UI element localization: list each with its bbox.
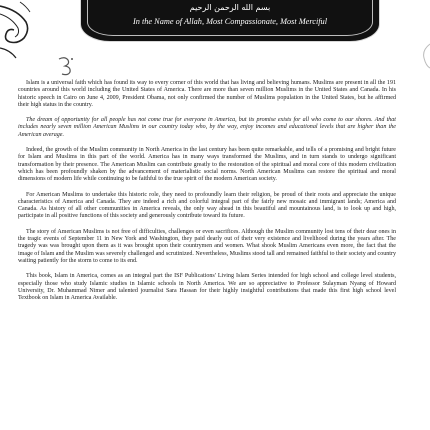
paragraph-growth: Indeed, the growth of the Muslim community in North America in the last century has been quite remarkable, and tells of a promising and bright future for Islam and Muslims in this part of the world. America has in many ways transformed the Muslims, and in turn stands to undergo significant transformation by their presence. The American Muslim can contribute greatly to the restoration of the spiritual and moral core of this modern civilization which has been profoundly shaken by the advancement of materialistic social norms. North American Muslims can restore the spiritual and moral dimensions of modern life while continuing to be faithful to the true spirit of the modern American society. xyxy=(18,147,396,183)
corner-ornament-icon xyxy=(0,0,40,62)
header-banner xyxy=(80,0,380,42)
paragraph-story: The story of American Muslims is not free of difficulties, challenges or even sacrifices. Although the Muslim community lost tens of their dear ones in the tragic events of September 11 in New York and Washington, they paid dearly out of their very existence and livelihood during the years after. The tragedy was was brought upon them as it was brought upon their countrymen and women. What shook Muslim Americans even more, the fact that the image of Islam and the Muslim was severely challenged and scrutinized. Nevertheless, Muslims stood tall and remained faithful to their society and country waiting patiently for the storm to come to its end. xyxy=(18,228,396,264)
paragraph-book: This book, Islam in America, comes as an integral part the ISF Publications' Living Islam Series intended for high school and college level students, especially those who study Islamic studies in Islamic schools in North America. We are so appreciative to Professor Sulayman Nyang of Howard University, Dr. Muhammad Nimer and talented journalist Sara Hassan for their highly insightful contributions that made this first high school level Textbook on Islam in America Available. xyxy=(18,273,396,302)
edge-ornament-icon xyxy=(416,40,430,70)
body-text xyxy=(18,80,396,310)
paragraph-intro: Islam is a universal faith which has found its way to every corner of this world that has living and believing humans. Muslims are present in all the 191 countries around this world including the United States of America. There are more than seven million Muslims in the United States and Canada. In his historic speech in Cairo on June 4, 2009, President Obama, not only confirmed the number of Muslims population in the United States, but he affirmed their high status in the country. xyxy=(18,80,396,108)
paragraph-quote: The dream of opportunity for all people has not come true for everyone in America, but its promise exists for all who come to our shores. And that includes nearly seven million American Muslims in our country today who, by the way, enjoy incomes and educational levels that are higher than the American average. xyxy=(18,117,396,138)
header-arabic-basmala: بسم الله الرحمن الرحيم xyxy=(189,3,271,12)
header-english-basmala: In the Name of Allah, Most Compassionate, Most Merciful xyxy=(132,17,328,26)
calligraphy-flourish-icon xyxy=(56,55,76,77)
paragraph-role: For American Muslims to undertake this historic role, they need to profoundly learn their religion, be proud of their roots and appreciate the unique characteristics of America and Canada. They are indeed a rich and colorful integral part of the fairly new mosaic and immigrant lands; America and Canada. As history of all other communities in America reveals, the only way ahead in this beautiful and mountainous land, is to look up and high, participate in all positive functions of this society and generously contribute toward its future. xyxy=(18,191,396,220)
